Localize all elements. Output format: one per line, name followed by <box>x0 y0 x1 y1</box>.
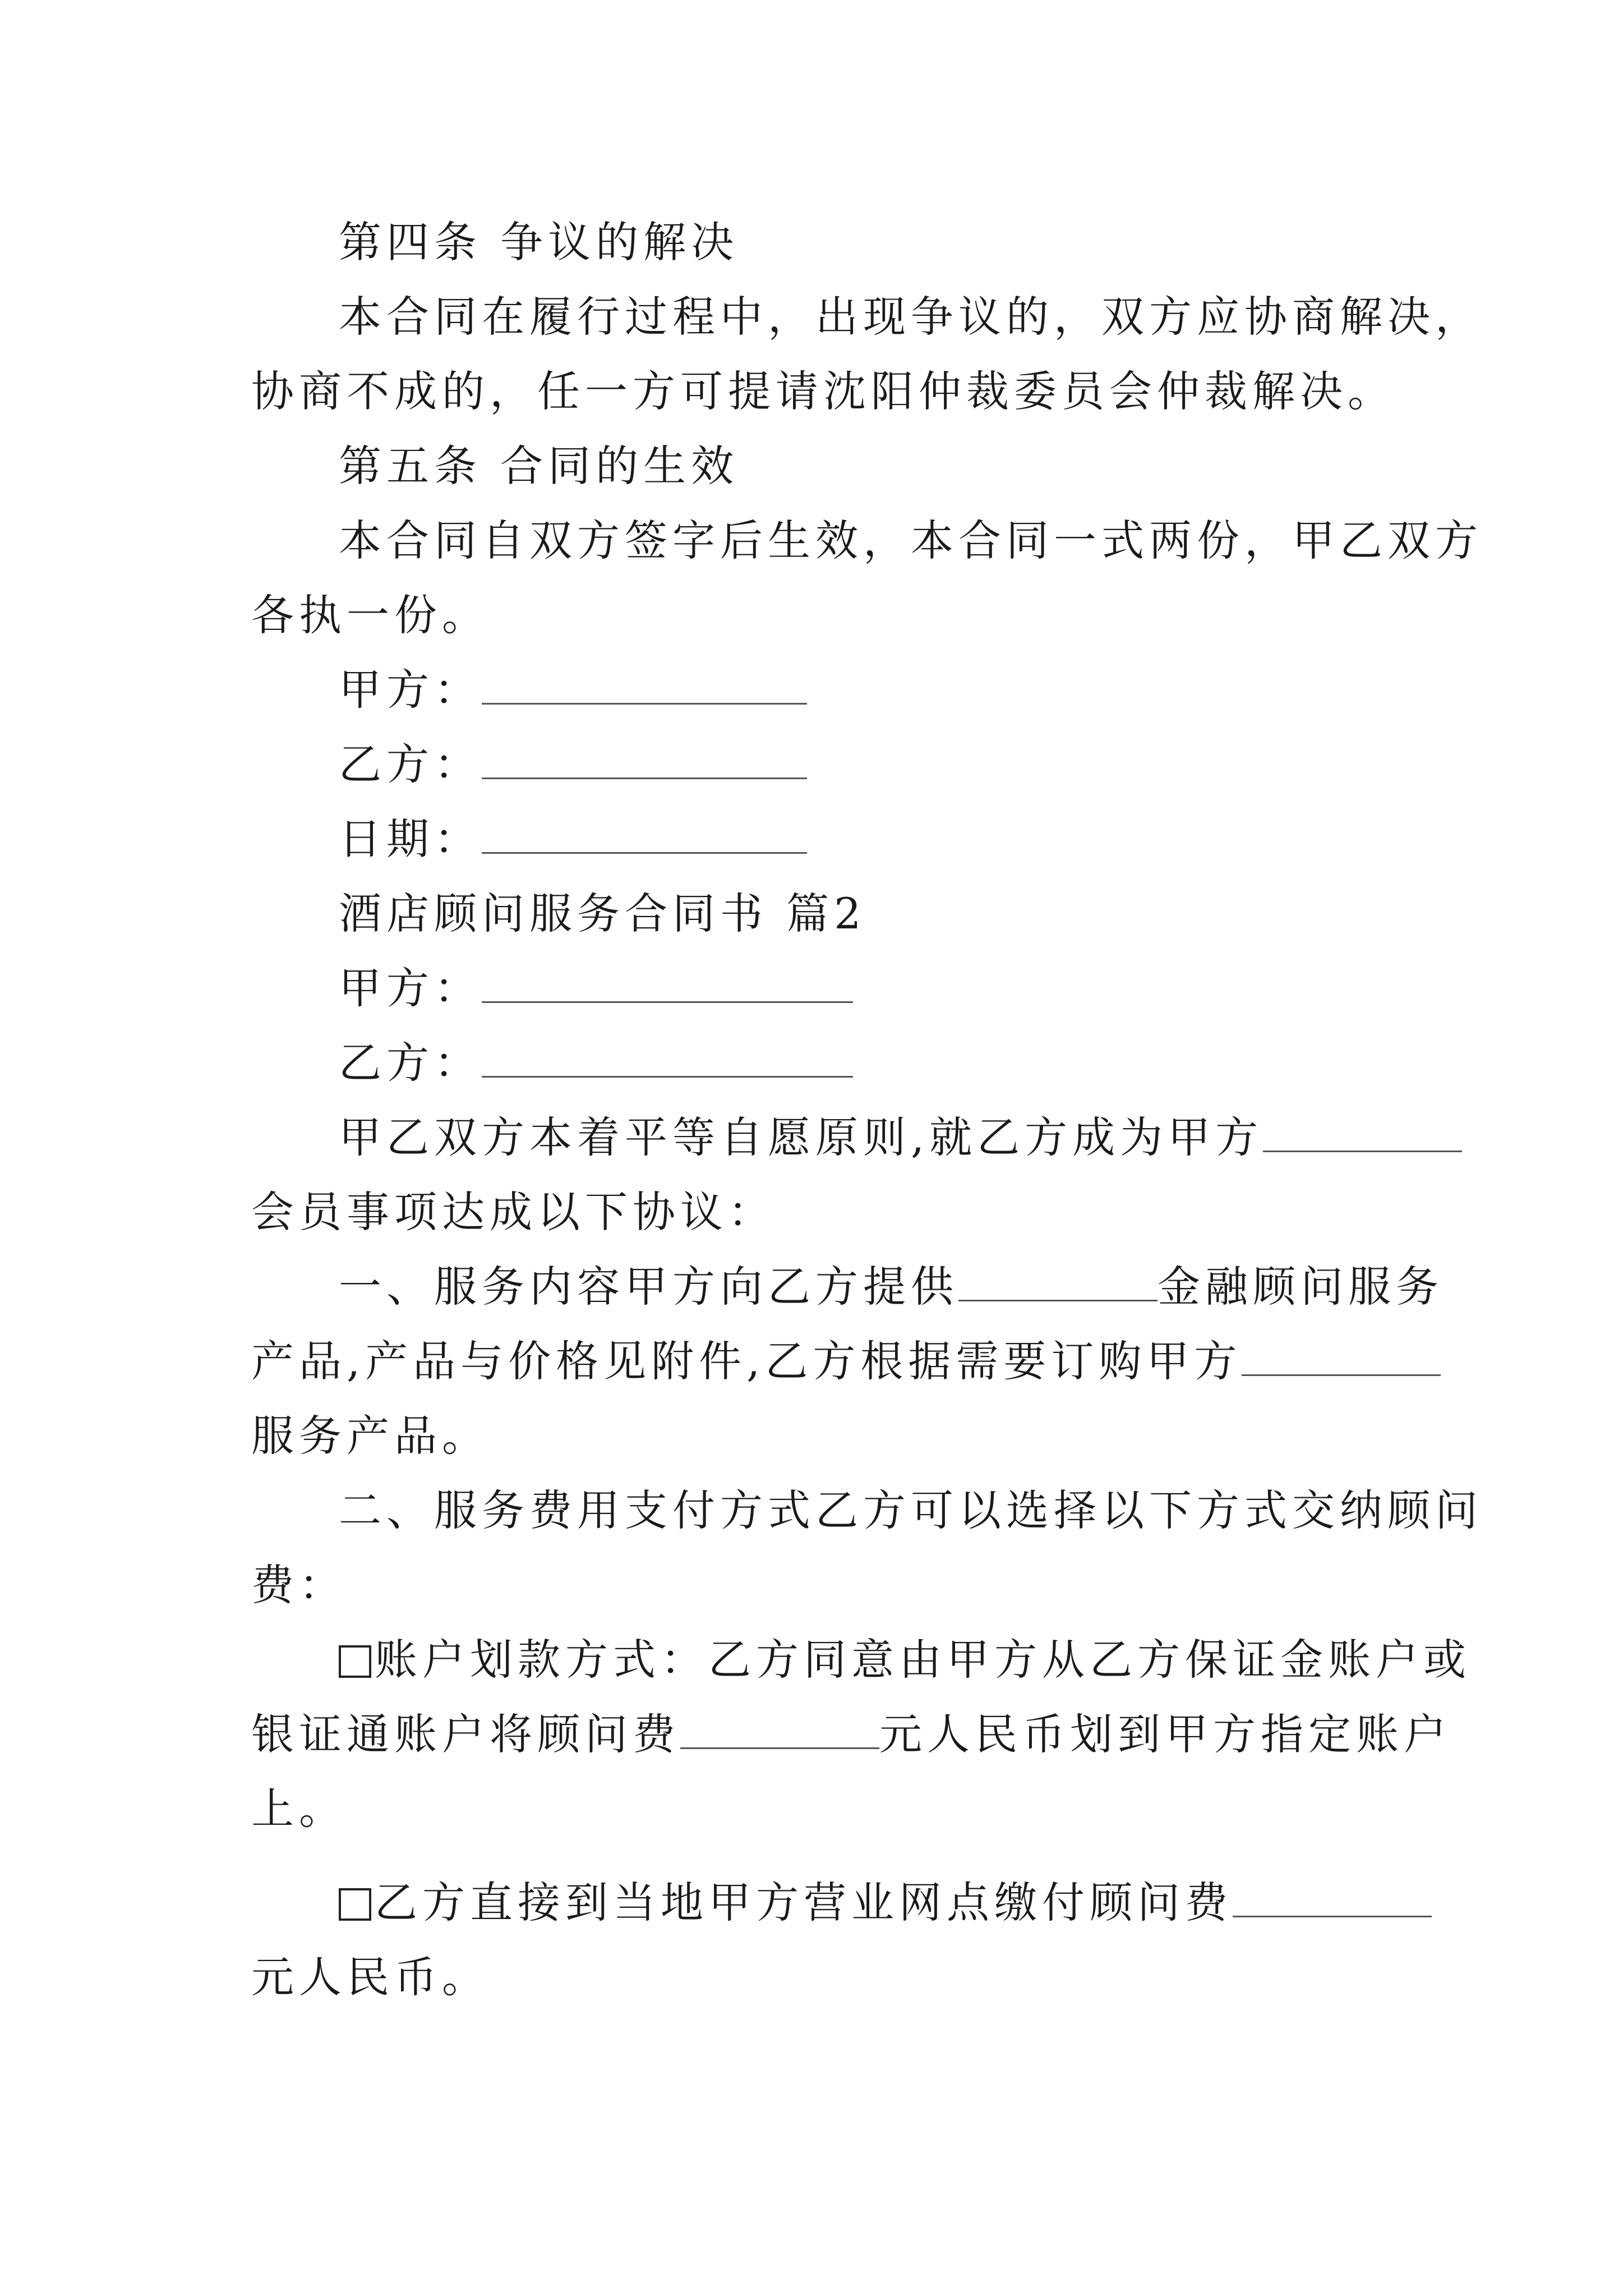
text: 乙方直接到当地甲方营业网点缴付顾问费 <box>375 1878 1233 1927</box>
text: 一、服务内容甲方向乙方提供 <box>339 1262 958 1312</box>
text: 本合同自双方签字后生效，本合同一式两份，甲乙双方 <box>339 516 1483 565</box>
checkbox-icon[interactable] <box>339 1645 371 1678</box>
text: 银证通账户将顾问费 <box>251 1709 680 1759</box>
text: 服务产品。 <box>251 1411 490 1461</box>
text: 二、服务费用支付方式乙方可以选择以下方式交纳顾问 <box>339 1485 1483 1535</box>
party-a-blank <box>482 969 853 1003</box>
text: 金融顾问服务 <box>1158 1262 1444 1312</box>
paragraph-line <box>251 1781 1384 1837</box>
paragraph-line <box>251 1557 1384 1613</box>
party-b-signature-line <box>339 737 1384 793</box>
label: 甲方： <box>339 665 482 715</box>
text: 费： <box>251 1560 347 1610</box>
party-a-signature-line <box>339 662 1384 718</box>
paragraph-line <box>251 587 1384 643</box>
paragraph-line <box>339 1483 1483 1539</box>
text: 协商不成的，任一方可提请沈阳仲裁委员会仲裁解决。 <box>251 366 1395 416</box>
text: 甲乙双方本着平等自愿原则,就乙方成为甲方 <box>339 1112 1264 1162</box>
checkbox-icon[interactable] <box>339 1888 371 1921</box>
signature-blank <box>482 745 807 779</box>
text: 账户划款方式：乙方同意由甲方从乙方保证金账户或 <box>375 1635 1471 1685</box>
paragraph-line <box>339 513 1483 569</box>
fill-blank <box>1242 1342 1441 1376</box>
date-line <box>339 811 1384 867</box>
label: 日期： <box>339 814 482 864</box>
section-title <box>339 886 1384 942</box>
paragraph-line <box>251 364 1395 420</box>
fill-blank <box>958 1267 1158 1301</box>
paragraph-line <box>339 289 1483 345</box>
article-5-heading <box>339 438 1384 494</box>
text: 会员事项达成以下协议： <box>251 1187 776 1237</box>
party-b-line <box>339 1035 1384 1091</box>
paragraph-line <box>251 1949 1384 2005</box>
paragraph-line <box>339 1259 1444 1315</box>
text: 各执一份。 <box>251 590 490 640</box>
text: 第五条 合同的生效 <box>339 441 739 491</box>
date-blank <box>482 820 807 854</box>
text: 上。 <box>251 1784 347 1834</box>
party-b-blank <box>482 1043 853 1078</box>
fill-blank <box>680 1715 879 1749</box>
signature-blank <box>482 670 807 705</box>
fill-blank <box>1263 1118 1462 1152</box>
article-4-heading <box>339 214 1384 270</box>
paragraph-line <box>251 1333 1384 1389</box>
fill-blank <box>1233 1883 1432 1917</box>
paragraph-line <box>339 1110 1384 1166</box>
paragraph-line <box>251 1706 1451 1763</box>
party-a-line <box>339 960 1384 1016</box>
text: 元人民币。 <box>251 1952 490 2002</box>
label: 乙方： <box>339 1038 482 1088</box>
label: 乙方： <box>339 739 482 789</box>
paragraph-line <box>251 1408 1384 1464</box>
option-account-debit <box>339 1632 1471 1688</box>
option-direct-payment <box>339 1875 1384 1931</box>
label: 甲方： <box>339 963 482 1013</box>
text: 酒店顾问服务合同书 篇2 <box>339 889 866 938</box>
text: 产品,产品与价格见附件,乙方根据需要订购甲方 <box>251 1336 1242 1386</box>
text: 元人民币划到甲方指定账户 <box>879 1709 1451 1759</box>
text: 本合同在履行过程中，出现争议的，双方应协商解决， <box>339 292 1483 342</box>
paragraph-line <box>251 1184 1384 1240</box>
text: 第四条 争议的解决 <box>339 217 739 267</box>
